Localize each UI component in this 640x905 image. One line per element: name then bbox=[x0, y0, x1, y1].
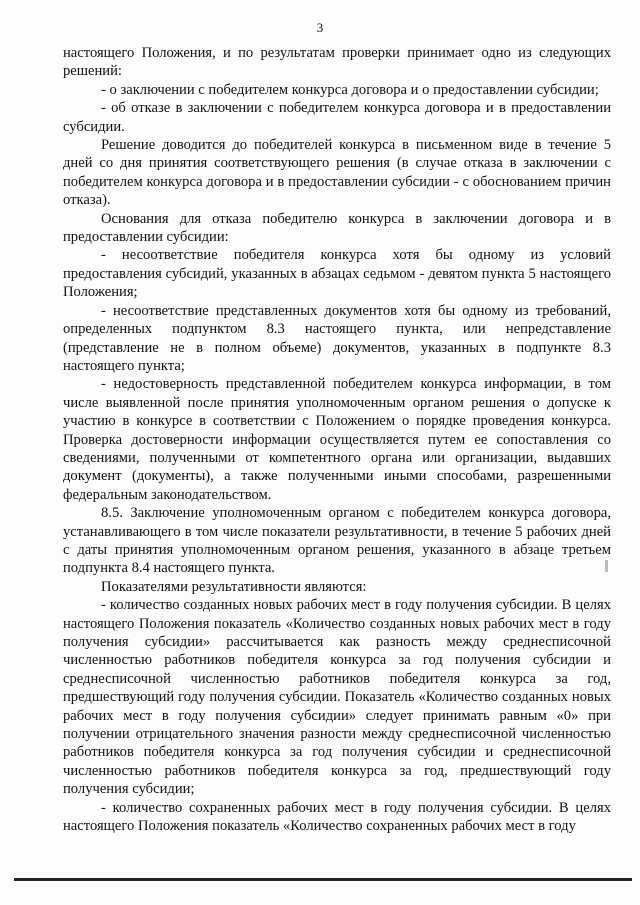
paragraph: - недостоверность представленной победителем конкурса информации, в том числе выявленной после принятия уполномоченным органом решения о допуске к участию в конкурсе в соответствии с Положением о порядке проведения конкурса. Проверка достоверности информации осуществляется путем ее сопоставления со сведениями, полученными от компетентного органа или организации, выдавших документ (документы), а также полученными иными способами, разрешенными федеральным законодательством. bbox=[63, 376, 611, 503]
paragraph: настоящего Положения, и по результатам проверки принимает одно из следующих решений: bbox=[63, 45, 611, 80]
paragraph: - количество созданных новых рабочих мест в году получения субсидии. В целях настоящего Положения показатель «Количество созданных новых рабочих мест в году получения субсидии» рассчитывается как разность между среднесписочной численностью работников победителя конкурса за год получения субсидии и среднесписочной численностью работников победителя конкурса за год, предшествующий году получения субсидии. Показатель «Количество созданных новых рабочих мест в году получения субсидии» следует принимать равным «0» при получении отрицательного значения разности между среднесписочной численностью работников победителя конкурса за год получения субсидии и среднесписочной численностью работников победителя конкурса за год, предшествующий году получения субсидии; bbox=[63, 597, 611, 798]
document-body bbox=[63, 44, 611, 835]
paragraph: Решение доводится до победителей конкурса в письменном виде в течение 5 дней со дня принятия соответствующего решения (в случае отказа в заключении с победителем конкурса договора и в предоставлении субсидии - с обоснованием причин отказа). bbox=[63, 137, 611, 209]
paragraph: - количество сохраненных рабочих мест в году получения субсидии. В целях настоящего Положения показатель «Количество сохраненных рабочих мест в году bbox=[63, 799, 611, 835]
page-number: 3 bbox=[316, 20, 324, 35]
scan-artifact bbox=[605, 560, 608, 572]
footer-rule bbox=[14, 878, 632, 881]
paragraph: 8.5. Заключение уполномоченным органом с победителем конкурса договора, устанавливающего в том числе показатели результативности, в течение 5 рабочих дней с даты принятия уполномоченным органом решения, указанного в абзаце третьем подпункта 8.4 настоящего пункта. bbox=[63, 505, 611, 577]
paragraph: Основания для отказа победителю конкурса в заключении договора и в предоставлении субсидии: bbox=[63, 210, 611, 246]
paragraph: - об отказе в заключении с победителем конкурса договора и в предоставлении субсидии. bbox=[63, 100, 611, 135]
paragraph: - о заключении с победителем конкурса договора и о предоставлении субсидии; bbox=[101, 81, 599, 98]
paragraph: - несоответствие представленных документов хотя бы одному из требований, определенных подпунктом 8.3 настоящего пункта, или непредставление (представление не в полном объеме) документов, указанных в подпункте 8.3 настоящего пункта; bbox=[63, 302, 611, 374]
paragraph: - несоответствие победителя конкурса хотя бы одному из условий предоставления субсидий, указанных в абзацах седьмом - девятом пункта 5 настоящего Положения; bbox=[63, 247, 611, 301]
paragraph: Показателями результативности являются: bbox=[101, 578, 367, 595]
